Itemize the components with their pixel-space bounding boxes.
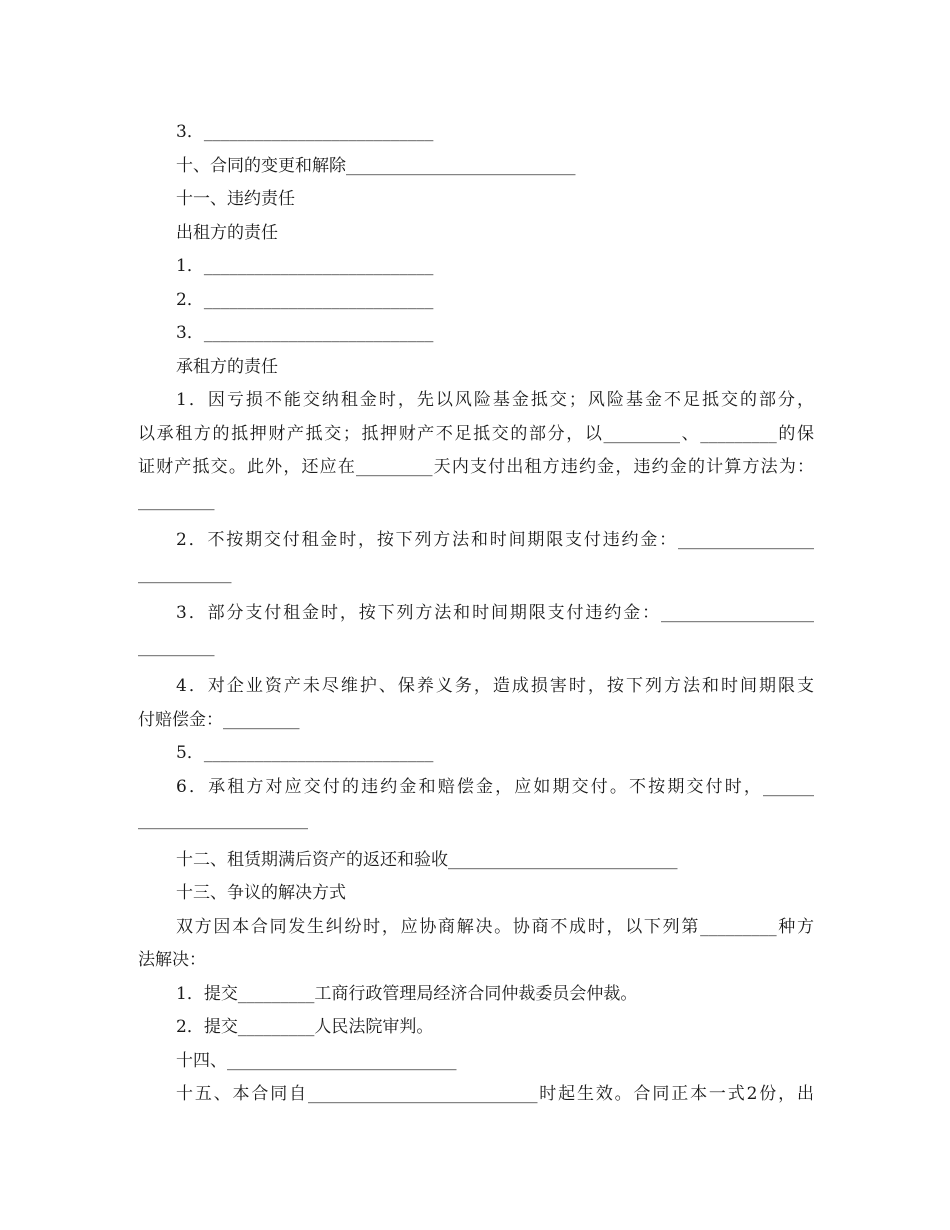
clause-line: 2．___________________________ xyxy=(176,289,434,310)
clause-line: 1．提交_________工商行政管理局经济合同仲裁委员会仲裁。 xyxy=(176,983,638,1004)
clause-line: 4．对企业资产未尽维护、保养义务，造成损害时，按下列方法和时间期限支 xyxy=(176,676,814,696)
clause-line: _________ xyxy=(138,636,215,657)
clause-line: ____________________ xyxy=(138,810,308,830)
clause-line: 5．___________________________ xyxy=(176,743,434,763)
subsection-heading: 出租方的责任 xyxy=(176,222,278,243)
clause-line: 1．___________________________ xyxy=(176,256,434,276)
clause-line: 法解决： xyxy=(138,950,206,970)
clause-line: ___________ xyxy=(138,563,232,584)
clause-line: 证财产抵交。此外，还应在_________天内支付出租方违约金，违约金的计算方法为： xyxy=(138,457,814,477)
clause-line: 2．不按期交付租金时，按下列方法和时间期限支付违约金：________________ xyxy=(176,530,814,550)
clause-line: 双方因本合同发生纠纷时，应协商解决。协商不成时，以下列第_________种方 xyxy=(176,916,814,937)
clause-line: 以承租方的抵押财产抵交；抵押财产不足抵交的部分，以_________、_________的保 xyxy=(138,423,814,444)
clause-line: 3．___________________________ xyxy=(176,323,434,343)
clause-line: 6．承租方对应交付的违约金和赔偿金，应如期交付。不按期交付时，______ xyxy=(176,776,814,797)
section-heading: 十一、违约责任 xyxy=(176,189,295,209)
clause-line: 3．___________________________ xyxy=(176,122,434,142)
clause-line: 2．提交_________人民法院审判。 xyxy=(176,1017,434,1037)
section-heading: 十、合同的变更和解除___________________________ xyxy=(176,155,576,176)
section-heading: 十四、___________________________ xyxy=(176,1050,457,1071)
section-heading: 十二、租赁期满后资产的返还和验收___________________________ xyxy=(176,849,678,870)
clause-line: _________ xyxy=(138,490,215,511)
clause-line: 3．部分支付租金时，按下列方法和时间期限支付违约金：__________________ xyxy=(176,603,814,623)
subsection-heading: 承租方的责任 xyxy=(176,356,278,377)
contract-page xyxy=(138,116,814,1112)
clause-line: 1．因亏损不能交纳租金时，先以风险基金抵交；风险基金不足抵交的部分， xyxy=(176,390,814,410)
clause-line: 付赔偿金：_________ xyxy=(138,709,300,730)
section-heading: 十三、争议的解决方式 xyxy=(176,883,346,903)
section-heading: 十五、本合同自___________________________时起生效。合同正本一式2份，出 xyxy=(176,1084,814,1104)
